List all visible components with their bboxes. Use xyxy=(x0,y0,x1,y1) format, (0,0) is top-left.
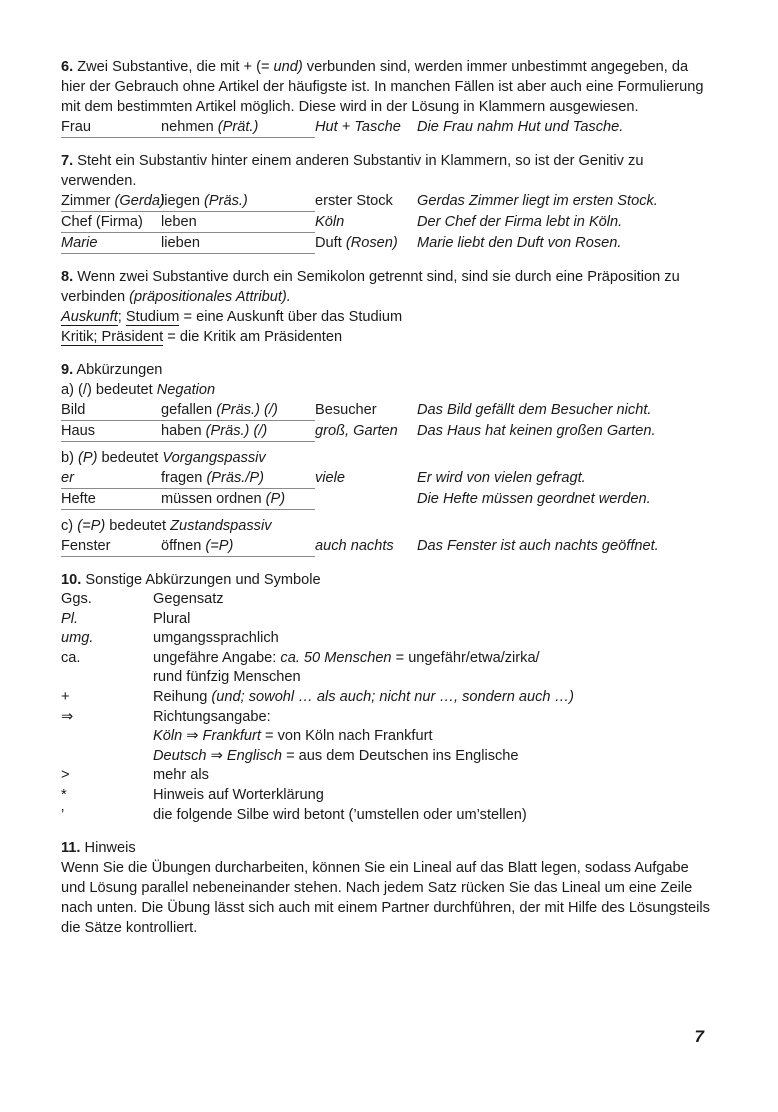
example-row xyxy=(61,400,711,421)
section-number: 9. xyxy=(61,362,74,378)
object-cell xyxy=(315,489,417,510)
subsection-heading: b) (P) bedeutet Vorgangspassiv xyxy=(61,450,266,466)
section-11-title: 11. Hinweis xyxy=(61,840,136,857)
section-number: 11. xyxy=(61,840,81,857)
solution-cell: Gerdas Zimmer liegt im ersten Stock. xyxy=(417,193,658,209)
solution-cell: Das Haus hat keinen großen Garten. xyxy=(417,423,656,439)
subsection-heading: a) (/) bedeutet Negation xyxy=(61,382,216,398)
verb-cell: müssen ordnen (P) xyxy=(161,489,315,510)
subject-cell: Fenster xyxy=(61,536,161,557)
section-7 xyxy=(61,151,711,254)
verb-cell: gefallen (Präs.) (/) xyxy=(161,400,315,421)
verb-cell: liegen (Präs.) xyxy=(161,191,315,212)
section-number: 10. xyxy=(61,572,82,588)
subject-cell: Zimmer (Gerda) xyxy=(61,191,161,212)
verb-cell: öffnen (=P) xyxy=(161,536,315,557)
example-row xyxy=(61,191,711,212)
arrow-icon: ⇒ xyxy=(61,708,74,725)
section-8-text: 8. Wenn zwei Substantive durch ein Semikolon getrennt sind, sind sie durch eine Präposition zu verbinden (präpositionales Attribut). xyxy=(61,269,680,305)
subject-cell: Marie xyxy=(61,233,161,254)
solution-cell: Das Bild gefällt dem Besucher nicht. xyxy=(417,402,652,418)
object-cell: Hut + Tasche xyxy=(315,119,401,135)
subject-cell: Frau xyxy=(61,117,161,138)
example-row xyxy=(61,489,711,510)
example-row xyxy=(61,421,711,442)
example-row xyxy=(61,233,711,254)
section-10-title: 10. Sonstige Abkürzungen und Symbole xyxy=(61,572,321,588)
section-number: 7. xyxy=(61,153,74,169)
object-cell: Besucher xyxy=(315,402,377,418)
object-cell: Duft (Rosen) xyxy=(315,235,398,251)
solution-cell: Marie liebt den Duft von Rosen. xyxy=(417,235,622,251)
abbreviation-entry: ca. ungefähre Angabe: ca. 50 Menschen = ungefähr/etwa/zirka/ rund fünfzig Menschen xyxy=(61,649,540,686)
section-8 xyxy=(61,267,711,347)
subject-cell: Haus xyxy=(61,421,161,442)
section-10 xyxy=(61,570,711,825)
section-9 xyxy=(61,360,711,557)
example-row xyxy=(61,117,711,138)
section-7-text: 7. Steht ein Substantiv hinter einem anderen Substantiv in Klammern, so ist der Genitiv zu verwenden. xyxy=(61,153,644,189)
section-6 xyxy=(61,57,711,138)
section-11 xyxy=(61,838,711,938)
object-cell: erster Stock xyxy=(315,193,393,209)
abbreviation-entry: > mehr als xyxy=(61,767,209,784)
solution-cell: Der Chef der Firma lebt in Köln. xyxy=(417,214,623,230)
solution-cell: Das Fenster ist auch nachts geöffnet. xyxy=(417,538,659,554)
page-number: 7 xyxy=(694,1027,704,1046)
solution-cell: Die Frau nahm Hut und Tasche. xyxy=(417,119,624,135)
abbreviation-entry: ’ die folgende Silbe wird betont (’umstellen oder um’stellen) xyxy=(61,806,527,823)
verb-cell: haben (Präs.) (/) xyxy=(161,421,315,442)
object-cell: groß, Garten xyxy=(315,423,398,439)
subject-cell: Bild xyxy=(61,400,161,421)
section-11-text: Wenn Sie die Übungen durcharbeiten, können Sie ein Lineal auf das Blatt legen, sodass Aufgabe und Lösung parallel nebeneinander stehen. Nach jedem Satz rücken Sie das Lineal um eine Zeile nach unten. Die Übung lässt sich auch mit einem Partner durchführen, der mit Hilfe des Lösungsteils die Sätze kontrolliert. xyxy=(61,860,710,937)
object-cell: viele xyxy=(315,470,346,486)
section-8-example: Auskunft; Studium = eine Auskunft über das Studium xyxy=(61,309,403,325)
example-row xyxy=(61,468,711,489)
verb-cell: lieben xyxy=(161,233,315,254)
object-cell: Köln xyxy=(315,214,345,230)
section-number: 6. xyxy=(61,59,74,75)
subject-cell: Chef (Firma) xyxy=(61,212,161,233)
abbreviation-entry: + Reihung (und; sowohl … als auch; nicht nur …, sondern auch …) xyxy=(61,688,575,705)
object-cell: auch nachts xyxy=(315,538,394,554)
section-9-title: 9. Abkürzungen xyxy=(61,362,163,378)
section-8-example: Kritik; Präsident = die Kritik am Präsidenten xyxy=(61,329,343,345)
subsection-heading: c) (=P) bedeutet Zustandspassiv xyxy=(61,518,272,534)
section-6-text: 6. Zwei Substantive, die mit + (= und) verbunden sind, werden immer unbestimmt angegeben, da hier der Gebrauch ohne Artikel der häufigste ist. In manchen Fällen ist aber auch eine Formulierung mit dem bestimmten Artikel möglich. Diese wird in der Lösung in Klammern ausgewiesen. xyxy=(61,59,704,115)
verb-cell: fragen (Präs./P) xyxy=(161,468,315,489)
example-row xyxy=(61,536,711,557)
abbreviation-entry: Ggs. Gegensatz xyxy=(61,591,224,607)
verb-cell: nehmen (Prät.) xyxy=(161,117,315,138)
solution-cell: Er wird von vielen gefragt. xyxy=(417,470,586,486)
abbreviation-entry: ⇒ Richtungsangabe: Köln ⇒ Frankfurt = von Köln nach Frankfurt Deutsch ⇒ Englisch = aus dem Deutschen ins Englische xyxy=(61,708,711,767)
solution-cell: Die Hefte müssen geordnet werden. xyxy=(417,491,651,507)
abbreviation-entry: Pl. Plural xyxy=(61,610,191,627)
abbreviation-entry: umg. umgangssprachlich xyxy=(61,630,279,647)
section-number: 8. xyxy=(61,269,74,285)
subject-cell: Hefte xyxy=(61,489,161,510)
example-row xyxy=(61,212,711,233)
verb-cell: leben xyxy=(161,212,315,233)
subject-cell: er xyxy=(61,468,161,489)
page-content xyxy=(61,57,711,951)
abbreviation-entry: * Hinweis auf Worterklärung xyxy=(61,786,324,803)
